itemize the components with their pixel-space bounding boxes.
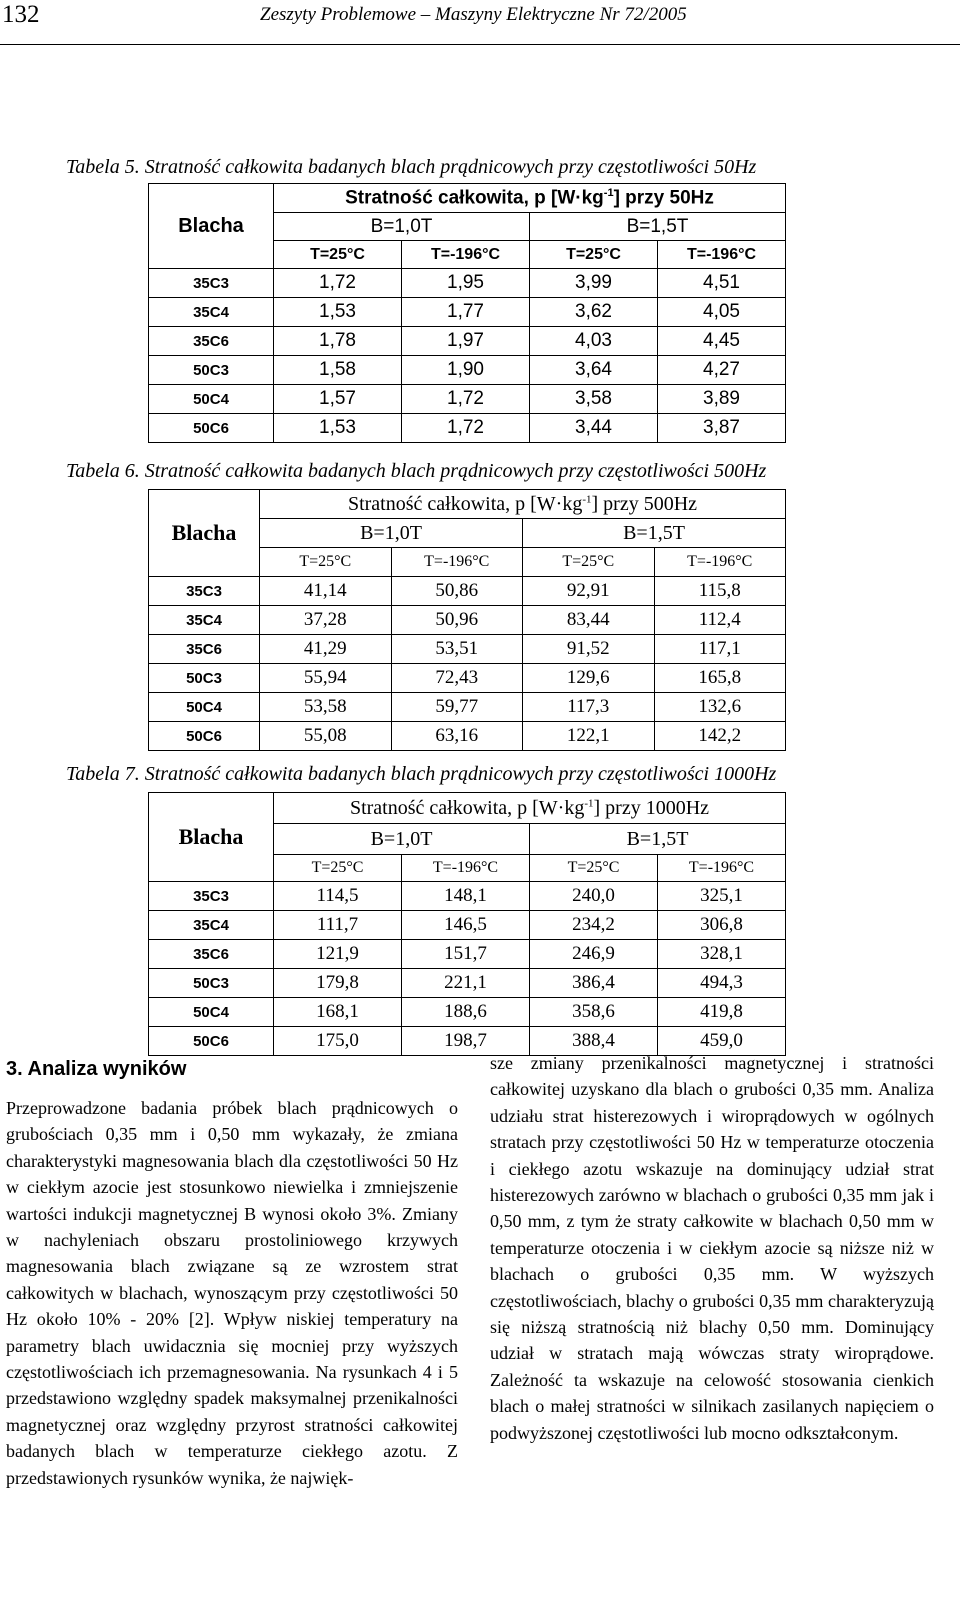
body-paragraph: Przeprowadzone badania próbek blach prądnicowych o grubościach 0,35 mm i 0,50 mm wykazały, że zmiana charakterystyki magnesowania blach dla częstotliwości 50 Hz w ciekłym azocie jest stosunkowo niewielka i zmniejszenie wartości indukcji magnetycznej B wynosi około 3%. Zmiany w nachyleniach obszaru prostoliniowego krzywych magnesowania blach związane są ze wzrostem strat całkowitych w blachach, wynoszącym przy częstotliwości 50 Hz około 10% - 20% [2]. Wpływ niskiej temperatury na parametry blach uwidacznia się mocniej przy wyższych częstotliwościach ich przemagnesowania. Na rysunkach 4 i 5 przedstawiono względny spadek maksymalnej przenikalności magnetycznej oraz względny przyrost stratności całkowitej badanych blach w temperaturze ciekłego azotu. Z przedstawionych rysunków wynika, że najwięk- (6, 1098, 458, 1488)
table-cell: 121,9 (274, 940, 402, 969)
table-5 (148, 183, 786, 443)
table-cell: 3,99 (530, 269, 658, 298)
sheet-name: 35C4 (149, 298, 274, 327)
table-cell: 117,3 (523, 693, 655, 722)
temperature-header: T=25°C (523, 548, 655, 577)
table-cell: 3,62 (530, 298, 658, 327)
table-6 (148, 489, 786, 751)
table-cell: 328,1 (658, 940, 786, 969)
table-cell: 41,29 (260, 635, 392, 664)
table-cell: 3,44 (530, 414, 658, 443)
table-cell: 142,2 (654, 722, 786, 751)
table-cell: 179,8 (274, 969, 402, 998)
table-cell: 419,8 (658, 998, 786, 1027)
table-cell: 188,6 (402, 998, 530, 1027)
table-cell: 165,8 (654, 664, 786, 693)
body-paragraph: sze zmiany przenikalności magnetycznej i stratności całkowitej uzyskano dla blach o grubości 0,35 mm. Analiza udziału strat histerezowych i wiroprądowych w ogólnych stratach przy częstotliwości 50 Hz w temperaturze otoczenia i ciekłego azotu wskazuje na dominujący udział strat histerezowych zarówno w blachach o grubości 0,35 mm jak i 0,50 mm, z tym że straty całkowite w blachach 0,50 mm w temperaturze otoczenia i w ciekłym azocie są niższe niż w blachach o grubości 0,35 mm. W wyższych częstotliwościach, blachy o grubości 0,35 mm charakteryzują się niższą stratnością niż blachy 0,50 mm. Dominujący udział w stratach mają wówczas straty wiroprądowe. Zależność ta wskazuje na celowość stosowania cienkich blach o małej stratności w silnikach zasilanych napięciem o podwyższonej częstotliwości lub mocno odkształconym. (490, 1053, 934, 1443)
induction-header: B=1,0T (274, 824, 530, 855)
temperature-header: T=-196°C (654, 548, 786, 577)
sheet-name: 35C6 (149, 940, 274, 969)
table-row (149, 664, 786, 693)
table-row (149, 911, 786, 940)
table-cell: 50,96 (391, 606, 523, 635)
temperature-header: T=25°C (260, 548, 392, 577)
table-cell: 3,89 (658, 385, 786, 414)
table-cell: 240,0 (530, 882, 658, 911)
table-cell: 129,6 (523, 664, 655, 693)
table-cell: 459,0 (658, 1027, 786, 1056)
induction-header: B=1,0T (274, 213, 530, 241)
table-cell: 1,72 (402, 385, 530, 414)
temperature-header: T=-196°C (402, 855, 530, 882)
table-corner-label: Blacha (149, 184, 274, 269)
table-row (149, 998, 786, 1027)
table-title: Stratność całkowita, p $[W\cdot kg^{-1}]$ przy 500Hz (260, 490, 786, 519)
table-cell: 50,86 (391, 577, 523, 606)
table-cell: 91,52 (523, 635, 655, 664)
table-cell: 221,1 (402, 969, 530, 998)
table-row (149, 606, 786, 635)
table-cell: 4,51 (658, 269, 786, 298)
table-cell: 198,7 (402, 1027, 530, 1056)
table-cell: 1,78 (274, 327, 402, 356)
table-corner-label: Blacha (149, 490, 260, 577)
table-cell: 1,57 (274, 385, 402, 414)
sheet-name: 50C3 (149, 969, 274, 998)
table-cell: 4,45 (658, 327, 786, 356)
table-corner-label: Blacha (149, 793, 274, 882)
table-cell: 246,9 (530, 940, 658, 969)
table-cell: 4,27 (658, 356, 786, 385)
temperature-header: T=-196°C (658, 241, 786, 269)
table-row (149, 940, 786, 969)
table-cell: 386,4 (530, 969, 658, 998)
table-cell: 168,1 (274, 998, 402, 1027)
sheet-name: 35C6 (149, 327, 274, 356)
temperature-header: T=25°C (530, 241, 658, 269)
page-header (0, 0, 960, 45)
table-cell: 53,58 (260, 693, 392, 722)
table-cell: 1,90 (402, 356, 530, 385)
sheet-name: 50C3 (149, 664, 260, 693)
table-cell: 1,77 (402, 298, 530, 327)
table-cell: 148,1 (402, 882, 530, 911)
table-cell: 117,1 (654, 635, 786, 664)
table-cell: 234,2 (530, 911, 658, 940)
table-cell: 494,3 (658, 969, 786, 998)
sheet-name: 50C4 (149, 385, 274, 414)
temperature-header: T=-196°C (402, 241, 530, 269)
table-cell: 41,14 (260, 577, 392, 606)
induction-header: B=1,5T (530, 213, 786, 241)
table-cell: 92,91 (523, 577, 655, 606)
table-cell: 115,8 (654, 577, 786, 606)
sheet-name: 35C4 (149, 606, 260, 635)
induction-header: B=1,5T (523, 519, 786, 548)
table-row (149, 414, 786, 443)
section-heading: 3. Analiza wyników (6, 1058, 187, 1080)
temperature-header: T=25°C (274, 241, 402, 269)
sheet-name: 35C3 (149, 577, 260, 606)
table-cell: 1,97 (402, 327, 530, 356)
table-row (149, 969, 786, 998)
table-cell: 306,8 (658, 911, 786, 940)
table-cell: 55,08 (260, 722, 392, 751)
table-cell: 37,28 (260, 606, 392, 635)
table-row (149, 298, 786, 327)
table-cell: 151,7 (402, 940, 530, 969)
table-cell: 132,6 (654, 693, 786, 722)
table-cell: 325,1 (658, 882, 786, 911)
table-cell: 53,51 (391, 635, 523, 664)
sheet-name: 35C3 (149, 882, 274, 911)
table-row (149, 577, 786, 606)
temperature-header: T=-196°C (658, 855, 786, 882)
table-title: Stratność całkowita, p $[W\cdot kg^{-1}]$ przy 50Hz (274, 184, 786, 213)
sheet-name: 50C6 (149, 414, 274, 443)
sheet-name: 50C6 (149, 722, 260, 751)
temperature-header: T=-196°C (391, 548, 523, 577)
table-cell: 175,0 (274, 1027, 402, 1056)
journal-title: Zeszyty Problemowe – Maszyny Elektryczne Nr 72/2005 (260, 4, 687, 25)
page-number: 132 (2, 1, 40, 28)
table-row (149, 356, 786, 385)
table-7 (148, 792, 786, 1056)
table-cell: 358,6 (530, 998, 658, 1027)
table-row (149, 693, 786, 722)
table-title: Stratność całkowita, p $[W\cdot kg^{-1}]$ przy 1000Hz (274, 793, 786, 824)
table-cell: 72,43 (391, 664, 523, 693)
sheet-name: 50C4 (149, 998, 274, 1027)
table-row (149, 635, 786, 664)
table-cell: 112,4 (654, 606, 786, 635)
table-cell: 83,44 (523, 606, 655, 635)
temperature-header: T=25°C (530, 855, 658, 882)
table-7-caption: Tabela 7. Stratność całkowita badanych blach prądnicowych przy częstotliwości 1000Hz (66, 763, 777, 785)
table-cell: 4,05 (658, 298, 786, 327)
table-cell: 3,64 (530, 356, 658, 385)
table-cell: 63,16 (391, 722, 523, 751)
table-cell: 3,58 (530, 385, 658, 414)
table-cell: 59,77 (391, 693, 523, 722)
sheet-name: 50C3 (149, 356, 274, 385)
temperature-header: T=25°C (274, 855, 402, 882)
table-cell: 55,94 (260, 664, 392, 693)
induction-header: B=1,0T (260, 519, 523, 548)
table-6-caption: Tabela 6. Stratność całkowita badanych blach prądnicowych przy częstotliwości 500Hz (66, 460, 767, 482)
sheet-name: 35C3 (149, 269, 274, 298)
table-cell: 1,58 (274, 356, 402, 385)
table-row (149, 385, 786, 414)
sheet-name: 35C4 (149, 911, 274, 940)
body-column-right (490, 1050, 934, 1446)
body-column-left (6, 1095, 458, 1491)
table-cell: 1,72 (274, 269, 402, 298)
sheet-name: 35C6 (149, 635, 260, 664)
table-cell: 1,53 (274, 414, 402, 443)
table-cell: 111,7 (274, 911, 402, 940)
table-cell: 146,5 (402, 911, 530, 940)
induction-header: B=1,5T (530, 824, 786, 855)
sheet-name: 50C6 (149, 1027, 274, 1056)
sheet-name: 50C4 (149, 693, 260, 722)
table-cell: 1,53 (274, 298, 402, 327)
table-row (149, 269, 786, 298)
table-cell: 122,1 (523, 722, 655, 751)
table-cell: 1,72 (402, 414, 530, 443)
table-cell: 114,5 (274, 882, 402, 911)
table-row (149, 722, 786, 751)
table-cell: 4,03 (530, 327, 658, 356)
table-cell: 388,4 (530, 1027, 658, 1056)
table-cell: 1,95 (402, 269, 530, 298)
table-cell: 3,87 (658, 414, 786, 443)
table-5-caption: Tabela 5. Stratność całkowita badanych blach prądnicowych przy częstotliwości 50Hz (66, 156, 757, 178)
table-row (149, 882, 786, 911)
table-row (149, 327, 786, 356)
